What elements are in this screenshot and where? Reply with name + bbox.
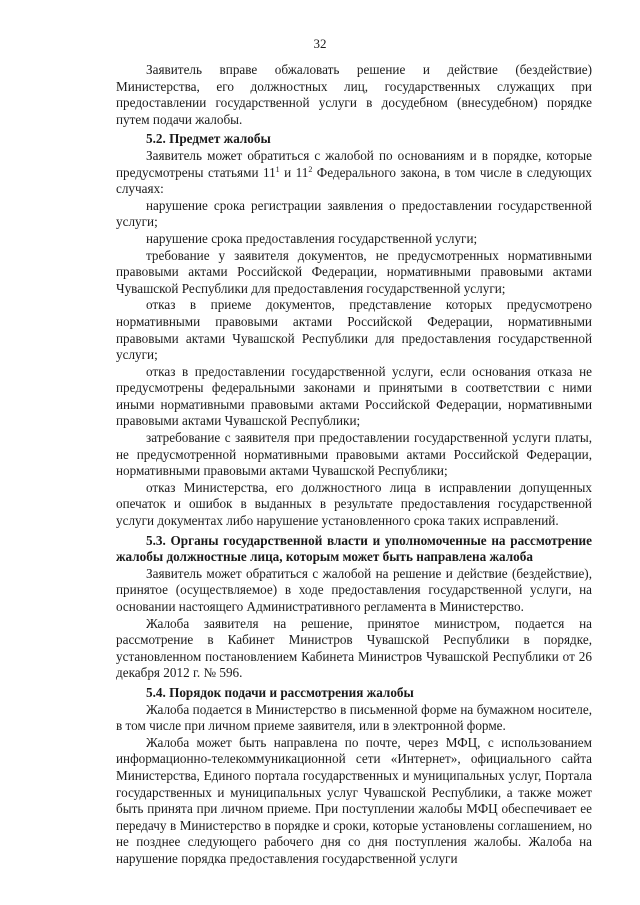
paragraph-grounds [116,148,592,198]
paragraph-submission-form: Жалоба подается в Министерство в письменной форме на бумажном носителе, в том числе при личном приеме заявителя, или в электронной форме. [116,701,592,734]
list-item-document-demand: требование у заявителя документов, не предусмотренных нормативными правовыми актами Российской Федерации, нормативными правовыми актами Чувашской Республики для предоставления государственной услуги; [116,247,592,296]
document-body [116,62,592,868]
list-item-fee-demand: затребование с заявителя при предоставлении государственной услуги платы, не предусмотренной нормативными правовыми актами Российской Федерации, нормативными правовыми актами Чувашской Республики; [116,430,592,479]
paragraph-grounds-part2: и 11 [279,164,309,180]
paragraph-complaint-ministry: Заявитель может обратиться с жалобой на решение и действие (бездействие), принятое (осуществляемое) в ходе предоставления государственной услуги, на основании настоящего Административного регламента в Министерство. [116,565,592,614]
paragraph-intro: Заявитель вправе обжаловать решение и действие (бездействие) Министерства, его должностных лиц, государственных служащих при предоставлении государственной услуги в досудебном (внесудебном) порядке путем подачи жалобы. [116,62,592,127]
superscript-2: 2 [308,164,313,174]
page-number: 32 [313,36,327,51]
paragraph-complaint-cabinet: Жалоба заявителя на решение, принятое министром, подается на рассмотрение в Кабинет Министров Чувашской Республики в порядке, установленном постановлением Кабинета Министров Чувашской Республики от 26 декабря 2012 г. № 596. [116,615,592,681]
section-heading-5-2: 5.2. Предмет жалобы [146,131,271,147]
list-item-document-refusal: отказ в приеме документов, представление которых предусмотрено нормативными правовыми актами Российской Федерации, нормативными правовыми актами Чувашской Республики для предоставления государственной услуги; [116,297,592,363]
section-heading-5-4: 5.4. Порядок подачи и рассмотрения жалобы [146,684,414,700]
list-item-registration-term: нарушение срока регистрации заявления о предоставлении государственной услуги; [116,197,592,230]
list-item-correction-refusal: отказ Министерства, его должностного лица в исправлении допущенных опечаток и ошибок в выданных в результате предоставления государственной услуги документах либо нарушение установленного срока таких исправлений. [116,479,592,529]
superscript-1: 1 [275,164,280,174]
list-item-service-term: нарушение срока предоставления государственной услуги; [146,230,478,246]
paragraph-grounds-part3: Федерального закона, в том числе в следующих случаях: [116,164,592,197]
paragraph-submission-channels: Жалоба может быть направлена по почте, через МФЦ, с использованием информационно-телекоммуникационной сети «Интернет», официального сайта Министерства, Единого портала государственных и муниципальных услуг, Портала государственных и муниципальных услуг Чувашской Республики, а также может быть принята при личном приеме. При поступлении жалобы МФЦ обеспечивает ее передачу в Министерство в порядке и сроки, которые установлены соглашением, но не позднее следующего рабочего дня со дня поступления жалобы. Жалоба на нарушение порядка предоставления государственной услуги [116,734,592,866]
list-item-service-refusal: отказ в предоставлении государственной услуги, если основания отказа не предусмотрены федеральными законами и принятыми в соответствии с ними иными нормативными правовыми актами Российской Федерации, нормативными правовыми актами Чувашской Республики; [116,363,592,429]
section-heading-5-3: 5.3. Органы государственной власти и уполномоченные на рассмотрение жалобы должностные лица, которым может быть направлена жалоба [116,532,592,565]
paragraph-grounds-part1: Заявитель может обратиться с жалобой по основаниям и в порядке, которые предусмотрены статьями 11 [116,147,592,180]
